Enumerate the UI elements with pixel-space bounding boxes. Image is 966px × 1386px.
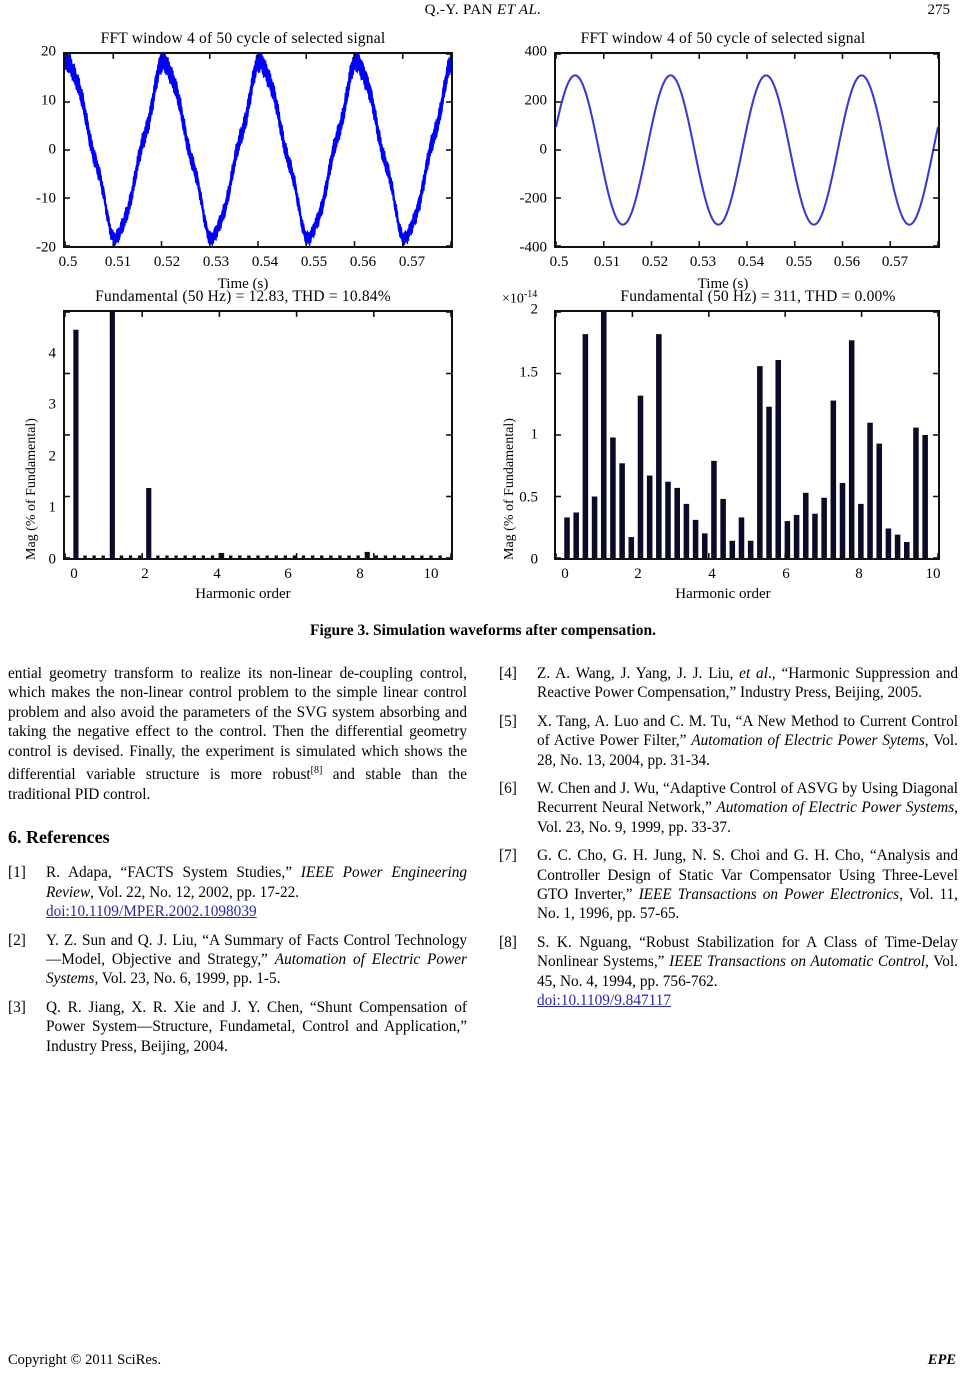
- chart-bottom-right-multiplier-base: ×10: [502, 291, 524, 307]
- reference-italic-4: et al: [739, 665, 768, 682]
- reference-text-8a: S. K. Nguang, “Robust Stabilization for A Class of Time-Delay Nonlinear Systems,”: [537, 933, 958, 971]
- reference-text-4b: ., “Harmonic Suppression and Reactive Power Compensation,” Industry Press, Beijing, 2005.: [537, 665, 958, 702]
- reference-italic-5: Automation of Electric Power Sytems: [691, 732, 925, 750]
- chart-top-left-ytick-4: -20: [36, 239, 56, 256]
- reference-text-2a: Y. Z. Sun and Q. J. Liu, “A Summary of Facts Control Technology—Model, Objective and Strategy,”: [46, 931, 467, 968]
- chart-bottom-left-xtick-4: 8: [356, 566, 364, 582]
- chart-bottom-right-xtick-2: 4: [708, 566, 716, 582]
- chart-top-left-plot-area: [63, 52, 453, 248]
- chart-top-right-xtick-0: 0.5: [549, 254, 569, 270]
- page-footer: [0, 1352, 966, 1372]
- chart-bottom-right-bars: [556, 312, 938, 558]
- chart-bottom-right-xtick-1: 2: [634, 566, 642, 582]
- reference-italic-6: Automation of Electric Power Systems: [716, 799, 955, 817]
- chart-bottom-right-xtick-3: 6: [782, 566, 790, 582]
- chart-bottom-left-ytick-2: 2: [48, 448, 56, 465]
- figure-3: [0, 30, 966, 630]
- reference-italic-1: IEEE Power Engineering Review: [46, 864, 467, 901]
- reference-text-1a: R. Adapa, “FACTS System Studies,”: [46, 864, 301, 882]
- reference-italic-8: IEEE Transactions on Automatic Control: [669, 953, 925, 971]
- reference-text-5b: , Vol. 28, No. 13, 2004, pp. 31-34.: [537, 732, 958, 769]
- reference-number-5: [5]: [499, 712, 517, 730]
- right-column: [499, 664, 958, 1020]
- chart-top-left-xtick-2: 0.52: [153, 254, 181, 270]
- copyright-text: Copyright © 2011 SciRes.: [8, 1352, 162, 1368]
- running-head: [0, 0, 966, 26]
- chart-top-left-xtick-6: 0.56: [349, 254, 377, 270]
- chart-bottom-left-bars: [65, 312, 451, 558]
- reference-item-8: [499, 933, 958, 1011]
- chart-bottom-right-xtick-5: 10: [925, 566, 941, 582]
- chart-top-left-waveform: [8, 30, 478, 315]
- chart-bottom-left-ytick-3: 3: [48, 396, 56, 413]
- chart-bottom-left-xlabel: Harmonic order: [195, 586, 291, 602]
- chart-bottom-left-xtick-3: 6: [284, 566, 292, 582]
- chart-bottom-right-xtick-0: 0: [561, 566, 569, 582]
- chart-top-right-plot-area: [554, 52, 940, 248]
- chart-bottom-left-xtick-1: 2: [141, 566, 149, 582]
- reference-item-5: [499, 712, 958, 770]
- chart-bottom-right-ytick-2: 1: [530, 426, 538, 443]
- chart-bottom-left-ytick-4: 4: [48, 345, 56, 362]
- body-paragraph-text: ential geometry transform to realize its non-linear de-coupling control, which makes the non-linear control problem to the simple linear control problem and also avoid the parameters of the SVG system absorbing and taking the negative effect to the control. Then the differential geometry control is devised. Finally, the experiment is simulated which shows the differential variable structure is more robust: [8, 665, 467, 784]
- reference-text-8b: , Vol. 45, No. 4, 1994, pp. 756-762.: [537, 953, 958, 990]
- running-head-author-name: Q.-Y. PAN: [424, 2, 493, 18]
- reference-item-1: [8, 863, 467, 921]
- chart-bottom-left-xtick-2: 4: [213, 566, 221, 582]
- chart-top-left-xtick-7: 0.57: [398, 254, 426, 270]
- chart-top-left-ytick-3: -10: [36, 190, 56, 207]
- reference-item-6: [499, 779, 958, 837]
- chart-bottom-right-xlabel: Harmonic order: [675, 586, 771, 602]
- chart-bottom-left-xtick-0: 0: [70, 566, 78, 582]
- chart-top-right-xtick-1: 0.51: [593, 254, 621, 270]
- body-paragraph-citation: [8]: [310, 765, 323, 777]
- reference-number-4: [4]: [499, 665, 517, 682]
- reference-doi-link-8[interactable]: doi:10.1109/9.847117: [537, 992, 671, 1010]
- chart-top-left-trace: [65, 54, 451, 246]
- reference-text-1b: , Vol. 22, No. 12, 2002, pp. 17-22.: [90, 883, 300, 901]
- chart-top-right-ytick-0: 400: [524, 43, 547, 60]
- chart-top-left-xtick-0: 0.5: [58, 254, 78, 270]
- figure-caption: Figure 3. Simulation waveforms after compensation.: [310, 622, 656, 639]
- chart-top-right-xtick-4: 0.54: [737, 254, 765, 270]
- chart-bottom-right-xtick-4: 8: [855, 566, 863, 582]
- reference-item-7: [499, 846, 958, 924]
- journal-abbreviation: EPE: [927, 1352, 956, 1368]
- reference-text-6a: W. Chen and J. Wu, “Adaptive Control of ASVG by Using Diagonal Recurrent Neural Network,”: [537, 780, 958, 817]
- chart-bottom-left-harmonics: [8, 288, 478, 618]
- chart-top-right-title: FFT window 4 of 50 cycle of selected signal: [580, 30, 866, 47]
- chart-bottom-right-ytick-3: 1.5: [519, 364, 538, 381]
- reference-text-6b: , Vol. 23, No. 9, 1999, pp. 33-37.: [537, 799, 958, 836]
- chart-top-right-xtick-5: 0.55: [785, 254, 813, 270]
- body-paragraph: [8, 664, 467, 804]
- chart-bottom-left-ytick-0: 0: [48, 551, 56, 568]
- references-heading: 6. References: [8, 826, 110, 847]
- chart-top-left-xtick-1: 0.51: [104, 254, 132, 270]
- reference-number-7: [7]: [499, 847, 517, 865]
- reference-item-4: [499, 664, 958, 703]
- chart-bottom-left-ytick-1: 1: [48, 499, 56, 516]
- chart-top-left-ytick-1: 10: [41, 92, 56, 109]
- chart-top-right-xtick-3: 0.53: [689, 254, 717, 270]
- chart-bottom-right-plot-area: [554, 310, 940, 560]
- reference-number-1: [1]: [8, 864, 26, 882]
- reference-text-3a: Q. R. Jiang, X. R. Xie and J. Y. Chen, “Shunt Compensation of Power System—Structure, Fundametal, Control and Application,” Industry Press, Beijing, 2004.: [46, 998, 467, 1055]
- chart-top-right-ytick-4: -400: [519, 239, 547, 256]
- chart-bottom-right-ytick-1: 0.5: [519, 489, 538, 506]
- chart-top-right-ytick-3: -200: [519, 190, 547, 207]
- reference-item-3: [8, 998, 467, 1056]
- chart-top-left-xtick-3: 0.53: [202, 254, 230, 270]
- chart-bottom-right-harmonics: [486, 288, 960, 618]
- chart-top-right-trace: [556, 54, 938, 246]
- chart-bottom-right-ylabel: Mag (% of Fundamental): [502, 418, 517, 560]
- chart-top-right-xtick-2: 0.52: [641, 254, 669, 270]
- reference-text-7b: , Vol. 11, No. 1, 1996, pp. 57-65.: [537, 886, 959, 923]
- chart-bottom-left-ylabel: Mag (% of Fundamental): [24, 418, 39, 560]
- reference-number-6: [6]: [499, 780, 517, 798]
- chart-bottom-right-ytick-4: 2: [530, 301, 538, 318]
- body-paragraph-tail: and stable than the traditional PID control.: [8, 766, 467, 803]
- chart-top-right-ytick-1: 200: [524, 92, 547, 109]
- chart-top-right-ytick-2: 0: [539, 141, 547, 158]
- reference-number-2: [2]: [8, 931, 26, 949]
- chart-top-right-waveform: [486, 30, 960, 315]
- chart-top-right-xtick-7: 0.57: [881, 254, 909, 270]
- chart-top-left-xtick-4: 0.54: [251, 254, 279, 270]
- running-head-authors: [0, 2, 966, 19]
- chart-bottom-left-plot-area: [63, 310, 453, 560]
- chart-top-left-ytick-0: 20: [41, 43, 56, 60]
- reference-number-8: [8]: [499, 933, 517, 951]
- reference-italic-7: IEEE Transactions on Power Electronics: [638, 886, 900, 904]
- chart-bottom-left-xtick-5: 10: [423, 566, 439, 582]
- chart-top-left-xlabel: Time (s): [217, 276, 269, 292]
- chart-bottom-left-title: Fundamental (50 Hz) = 12.83, THD = 10.84%: [95, 288, 391, 305]
- chart-bottom-right-multiplier-exp: -14: [523, 289, 538, 300]
- reference-text-4a: Z. A. Wang, J. Yang, J. J. Liu,: [537, 665, 740, 682]
- left-column: [8, 664, 467, 1065]
- running-head-etal: ET AL.: [497, 2, 542, 18]
- chart-bottom-right-ytick-0: 0: [530, 551, 538, 568]
- reference-text-2b: , Vol. 23, No. 6, 1999, pp. 1-5.: [94, 970, 281, 988]
- chart-top-left-title: FFT window 4 of 50 cycle of selected signal: [100, 30, 386, 47]
- reference-doi-link-1[interactable]: doi:10.1109/MPER.2002.1098039: [46, 903, 257, 921]
- page-number: 275: [927, 2, 950, 18]
- reference-italic-2: Automation of Electric Power Systems: [46, 950, 467, 988]
- chart-top-left-ytick-2: 0: [48, 141, 56, 158]
- chart-top-right-xtick-6: 0.56: [833, 254, 861, 270]
- reference-text-5a: X. Tang, A. Luo and C. M. Tu, “A New Method to Current Control of Active Power Filter,”: [537, 712, 958, 750]
- reference-number-3: [3]: [8, 998, 26, 1016]
- chart-bottom-right-title: Fundamental (50 Hz) = 311, THD = 0.00%: [620, 288, 896, 305]
- chart-top-left-xtick-5: 0.55: [300, 254, 328, 270]
- chart-top-right-xlabel: Time (s): [697, 276, 749, 292]
- reference-item-2: [8, 931, 467, 989]
- reference-text-7a: G. C. Cho, G. H. Jung, N. S. Choi and G. H. Cho, “Analysis and Controller Design of Static Var Compensator Using Three-Level GTO Inverter,”: [537, 847, 958, 904]
